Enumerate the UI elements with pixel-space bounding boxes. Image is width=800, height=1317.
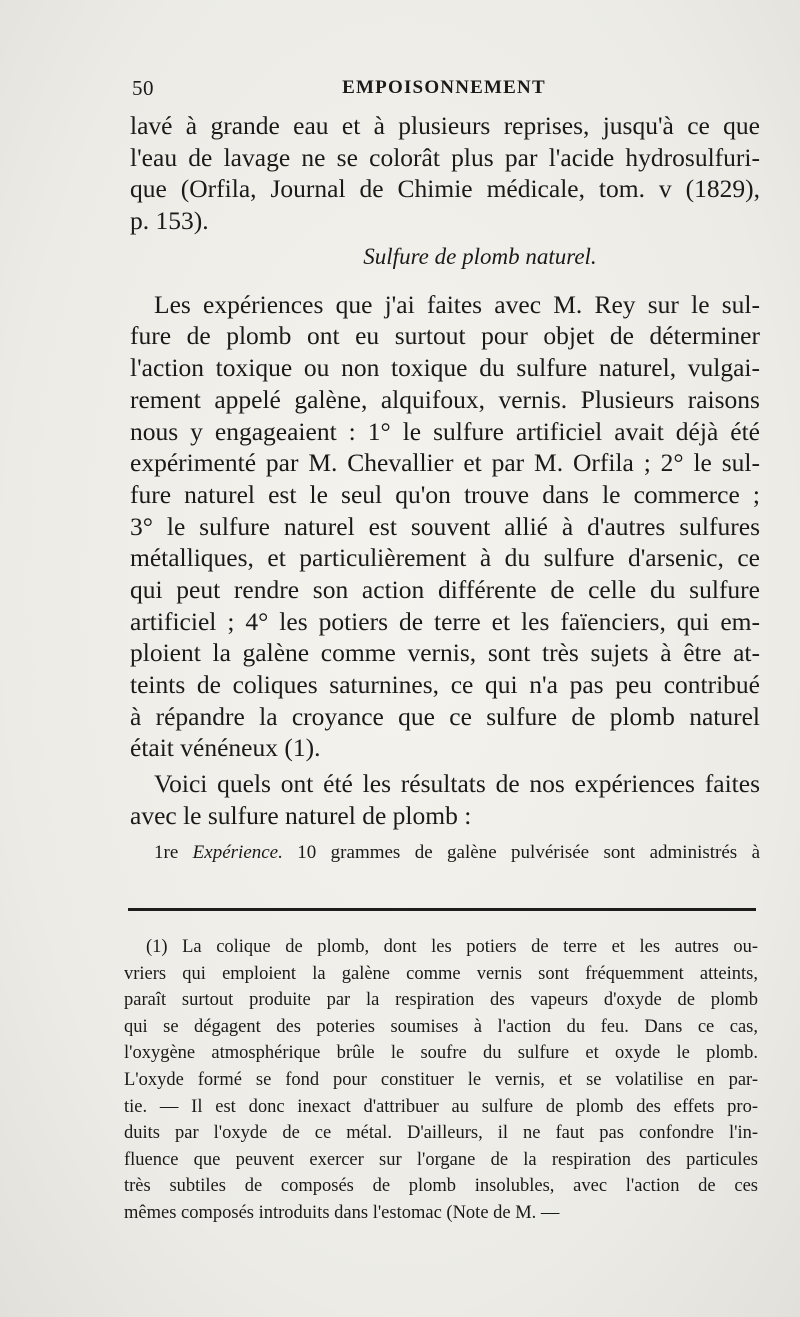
footnote-line: L'oxyde formé se fond pour constituer le vernis, et se volatilise en par- [124, 1069, 758, 1090]
text-line: l'action toxique ou non toxique du sulfure naturel, vulgai- [130, 353, 760, 383]
text-line: teints de coliques saturnines, ce qui n'a pas peu contribué [130, 670, 760, 699]
paragraph [130, 768, 760, 831]
footnote-divider [128, 908, 756, 911]
footnote-line: fluence que peuvent exercer sur l'organe de la respiration des particules [124, 1149, 758, 1170]
footnote-line: paraît surtout produite par la respiration des vapeurs d'oxyde de plomb [124, 990, 758, 1011]
footnote-line: qui se dégagent des poteries soumises à l'action du feu. Dans ce cas, [124, 1016, 758, 1037]
experience-number: 1re [154, 842, 179, 864]
section-heading: Sulfure de plomb naturel. [363, 243, 597, 269]
text-line: rement appelé galène, alquifoux, vernis. Plusieurs raisons [130, 384, 760, 414]
paragraph [130, 289, 760, 764]
text-line: nous y engageaient : 1° le sulfure artificiel avait déjà été [130, 416, 760, 446]
footnote-line: tie. — Il est donc inexact d'attribuer au sulfure de plomb des effets pro- [124, 1096, 758, 1117]
text-line: ploient la galène comme vernis, sont très sujets à être at- [130, 638, 760, 668]
text-line: avec le sulfure naturel de plomb : [130, 800, 472, 830]
footnote-line: très subtiles de composés de plomb insolubles, avec l'action de ces [124, 1176, 758, 1197]
text-line: Les expériences que j'ai faites avec M. Rey sur le sul- [154, 289, 760, 319]
text-line: était vénéneux (1). [130, 733, 321, 763]
experience-text: 10 grammes de galène pulvérisée sont administrés à [297, 842, 761, 864]
text-line: expérimenté par M. Chevallier et par M. Orfila ; 2° le sul- [130, 448, 760, 478]
footnote [124, 934, 758, 1227]
running-title: EMPOISONNEMENT [342, 77, 546, 98]
footnote-line: vriers qui emploient la galène comme vernis sont fréquemment atteints, [124, 963, 758, 984]
text-line: que (Orfila, Journal de Chimie médicale, tom. v (1829), [130, 174, 760, 204]
main-text [130, 110, 760, 869]
experience-entry [130, 839, 760, 869]
text-line: lavé à grande eau et à plusieurs reprises, jusqu'à ce que [130, 111, 760, 140]
text-line: Voici quels ont été les résultats de nos expériences faites [154, 769, 760, 799]
text-line: 3° le sulfure naturel est souvent allié à d'autres sulfures [130, 511, 760, 541]
footnote-line: mêmes composés introduits dans l'estomac (Note de M. — [124, 1202, 560, 1223]
experience-label: Expérience. [192, 842, 283, 864]
text-line: artificiel ; 4° les potiers de terre et les faïenciers, qui em- [130, 606, 760, 636]
text-line: qui peut rendre son action différente de celle du sulfure [130, 574, 760, 604]
text-line: à répandre la croyance que ce sulfure de plomb naturel [130, 701, 760, 731]
text-line: métalliques, et particulièrement à du sulfure d'arsenic, ce [130, 543, 760, 573]
footnote-line: duits par l'oxyde de ce métal. D'ailleurs, il ne faut pas confondre l'in- [124, 1123, 758, 1144]
page-number: 50 [132, 76, 154, 100]
running-head [128, 76, 760, 102]
footnote-line: l'oxygène atmosphérique brûle le soufre du sulfure et oxyde le plomb. [124, 1043, 758, 1064]
text-line: p. 153). [130, 206, 209, 236]
text-line: fure naturel est le seul qu'on trouve dans le commerce ; [130, 479, 760, 509]
footnote-line: (1) La colique de plomb, dont les potiers de terre et les autres ou- [146, 937, 758, 957]
text-line: fure de plomb ont eu surtout pour objet de déterminer [130, 321, 760, 351]
text-line: l'eau de lavage ne se colorât plus par l'acide hydrosulfuri- [130, 142, 760, 172]
